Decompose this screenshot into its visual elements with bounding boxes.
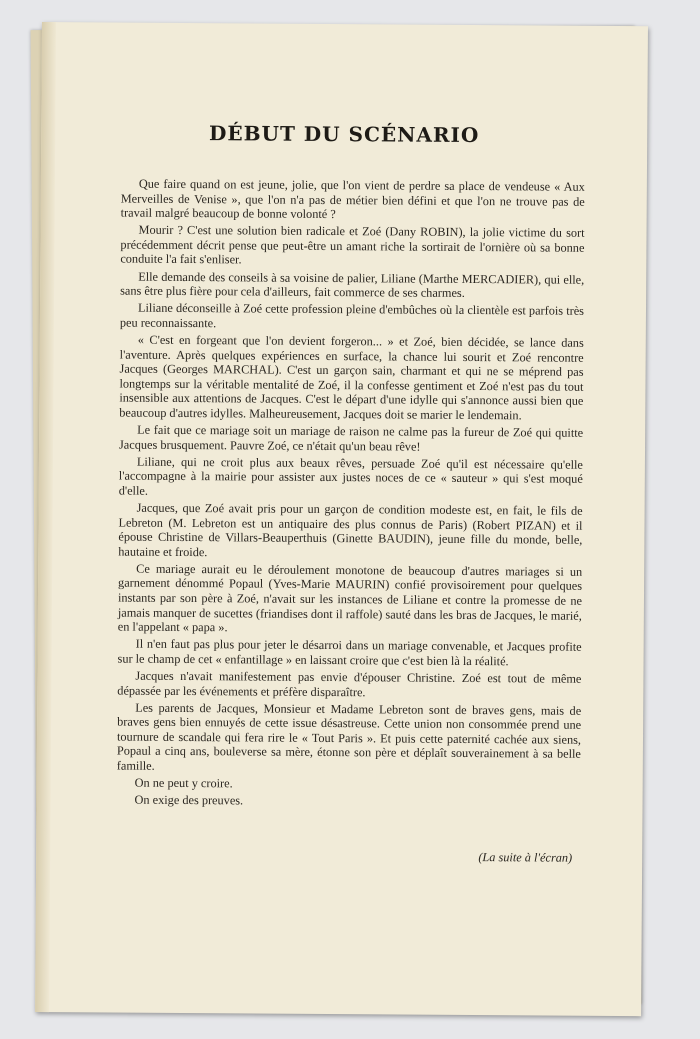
paragraph: Elle demande des conseils à sa voisine de palier, Liliane (Marthe MERCADIER), qui elle, sans être plus fière pour cela d'ailleurs, fait commerce de ses charmes.	[120, 269, 585, 301]
paragraph: Liliane déconseille à Zoé cette profession pleine d'embûches où la clientèle est parfois très peu reconnaissante.	[119, 300, 585, 331]
paragraph: Que faire quand on est jeune, jolie, que l'on vient de perdre sa place de vendeuse « Aux Merveilles de Venise », que l'on n'a pas de métier bien défini et que l'on ne trouve pas de travail malgré beaucoup de bonne volonté ?	[120, 176, 585, 222]
paragraph: On ne peut y croire.	[134, 775, 233, 791]
paragraph: Le fait que ce mariage soit un mariage de raison ne calme pas la fureur de Zoé qui quitte Jacques brusquement. Pauvre Zoé, ce n'était qu'un beau rêve!	[119, 422, 584, 454]
paragraph: Jacques, que Zoé avait pris pour un garçon de condition modeste est, en fait, le fils de Lebreton (M. Lebreton est un antiquaire des plus connus de Paris) (Robert PIZAN) et il épouse Christine de Villars-Beauperthuis (Ginette BAUDIN), jeune fille du monde, belle, hautaine et froide.	[118, 500, 583, 559]
paragraph: « C'est en forgeant que l'on devient forgeron... » et Zoé, bien décidée, se lance dans l'aventure. Après quelques expériences en surface, la chance lui sourit et Zoé rencontre Jacques (Georges MARCHAL). C'est un garçon sain, charmant et qui ne se méprend pas longtemps sur la véritable mentalité de Zoé, il la confesse gentiment et Zoé n'est pas du tout insensible aux attentions de Jacques. C'est le départ d'une idylle qui s'annonce aussi bien que beaucoup d'autres idylles. Malheureusement, Jacques doit se marier le lendemain.	[119, 332, 584, 423]
paragraph: Ce mariage aurait eu le déroulement monotone de beaucoup d'autres mariages si un garnement dénommé Popaul (Yves-Marie MAURIN) confié provisoirement pour quelques instants par son père à Zoé, n'avait sur les instances de Liliane et contre la promesse de ne jamais manquer de sucettes (friandises dont il raffole) sauté dans les bras de Jacques, le marié, en l'appelant « papa ».	[117, 561, 583, 635]
paragraph: Les parents de Jacques, Monsieur et Madame Lebreton sont de braves gens, mais de braves gens bien ennuyés de cette issue désastreuse. Cette union non consommée prend une tournure de scandale qui fera rire le « Tout Paris ». Et puis cette paternité cachée aux siens, Popaul a cinq ans, bouleverse sa mère, étonne son père et déplaît souverainement à sa belle famille.	[116, 700, 582, 773]
scenario-text	[117, 177, 585, 814]
paragraph: Jacques n'avait manifestement pas envie d'épouser Christine. Zoé est tout de même dépassée par les événements et préfère disparaître.	[117, 668, 582, 699]
paragraph: Il n'en faut pas plus pour jeter le désarroi dans un mariage convenable, et Jacques profite sur le champ de cet « enfantillage » en laissant croire que c'est bien là la réalité.	[117, 636, 582, 669]
page-title: DÉBUT DU SCÉNARIO	[208, 121, 480, 148]
paragraph: Mourir ? C'est une solution bien radicale et Zoé (Dany ROBIN), la jolie victime du sort précédemment décrit pense que peut-être un amant riche la sortirait de l'ornière où sa bonne conduite l'a fait s'enliser.	[120, 222, 585, 267]
booklet-page	[35, 22, 648, 1016]
signoff-note: (La suite à l'écran)	[478, 850, 573, 865]
paragraph: Liliane, qui ne croit plus aux beaux rêves, persuade Zoé qu'il est nécessaire qu'elle l'accompagne à la mairie pour assister aux justes noces de ce « sauteur » qui s'est moqué d'elle.	[118, 454, 583, 498]
paragraph: On exige des preuves.	[134, 792, 244, 808]
